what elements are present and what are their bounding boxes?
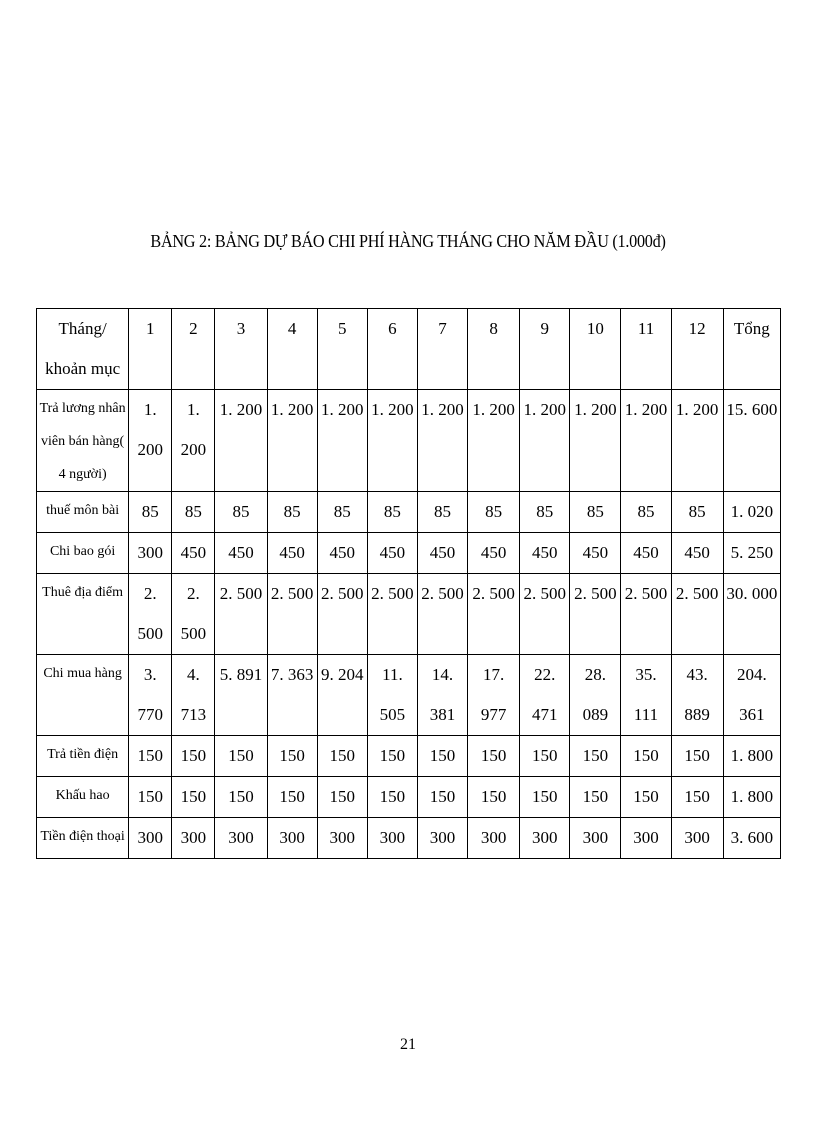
value-cell-month-12: 85 <box>671 492 723 533</box>
cost-forecast-table <box>36 308 781 859</box>
value-cell-month-3: 5. 891 <box>215 655 267 736</box>
value-cell-month-12: 150 <box>671 777 723 818</box>
value-cell-month-8: 150 <box>468 777 520 818</box>
row-label: Thuê địa điểm <box>37 574 129 655</box>
value-cell-month-7: 2. 500 <box>417 574 467 655</box>
header-cell-month-7: 7 <box>417 309 467 390</box>
value-cell-month-6: 1. 200 <box>367 390 417 492</box>
value-cell-month-4: 7. 363 <box>267 655 317 736</box>
value-cell-month-10: 1. 200 <box>570 390 621 492</box>
page-number: 21 <box>400 1036 416 1053</box>
value-cell-month-2: 4. 713 <box>172 655 215 736</box>
value-cell-month-2: 300 <box>172 818 215 859</box>
value-cell-month-2: 150 <box>172 777 215 818</box>
table-title: BẢNG 2: BẢNG DỰ BÁO CHI PHÍ HÀNG THÁNG CHO NĂM ĐẦU (1.000đ) <box>150 231 666 251</box>
table-row <box>37 574 781 655</box>
value-cell-month-1: 150 <box>129 736 172 777</box>
value-cell-month-7: 150 <box>417 736 467 777</box>
total-cell: 15. 600 <box>723 390 780 492</box>
header-cell-month-2: 2 <box>172 309 215 390</box>
value-cell-month-9: 1. 200 <box>520 390 570 492</box>
value-cell-month-11: 150 <box>621 777 671 818</box>
value-cell-month-9: 150 <box>520 736 570 777</box>
value-cell-month-8: 2. 500 <box>468 574 520 655</box>
value-cell-month-10: 300 <box>570 818 621 859</box>
total-cell: 1. 800 <box>723 736 780 777</box>
table-row <box>37 818 781 859</box>
value-cell-month-2: 150 <box>172 736 215 777</box>
table-row <box>37 736 781 777</box>
value-cell-month-5: 2. 500 <box>317 574 367 655</box>
value-cell-month-10: 150 <box>570 777 621 818</box>
header-cell-total: Tổng <box>723 309 780 390</box>
total-cell: 3. 600 <box>723 818 780 859</box>
header-cell-month-12: 12 <box>671 309 723 390</box>
header-cell-month-6: 6 <box>367 309 417 390</box>
value-cell-month-6: 85 <box>367 492 417 533</box>
value-cell-month-6: 450 <box>367 533 417 574</box>
total-cell: 30. 000 <box>723 574 780 655</box>
value-cell-month-5: 9. 204 <box>317 655 367 736</box>
value-cell-month-11: 2. 500 <box>621 574 671 655</box>
value-cell-month-2: 2. 500 <box>172 574 215 655</box>
value-cell-month-10: 28. 089 <box>570 655 621 736</box>
table-row <box>37 390 781 492</box>
table-row <box>37 655 781 736</box>
value-cell-month-12: 43. 889 <box>671 655 723 736</box>
table-row <box>37 492 781 533</box>
total-cell: 5. 250 <box>723 533 780 574</box>
total-cell: 1. 800 <box>723 777 780 818</box>
value-cell-month-8: 150 <box>468 736 520 777</box>
value-cell-month-7: 300 <box>417 818 467 859</box>
value-cell-month-1: 300 <box>129 533 172 574</box>
value-cell-month-10: 450 <box>570 533 621 574</box>
value-cell-month-11: 450 <box>621 533 671 574</box>
table-row <box>37 777 781 818</box>
value-cell-month-8: 450 <box>468 533 520 574</box>
value-cell-month-7: 14. 381 <box>417 655 467 736</box>
value-cell-month-6: 11. 505 <box>367 655 417 736</box>
value-cell-month-3: 2. 500 <box>215 574 267 655</box>
header-cell-month-5: 5 <box>317 309 367 390</box>
row-label: Trả tiền điện <box>37 736 129 777</box>
value-cell-month-5: 450 <box>317 533 367 574</box>
value-cell-month-7: 450 <box>417 533 467 574</box>
value-cell-month-11: 1. 200 <box>621 390 671 492</box>
value-cell-month-5: 85 <box>317 492 367 533</box>
row-label: Chi bao gói <box>37 533 129 574</box>
value-cell-month-7: 85 <box>417 492 467 533</box>
value-cell-month-12: 300 <box>671 818 723 859</box>
value-cell-month-1: 300 <box>129 818 172 859</box>
value-cell-month-5: 150 <box>317 777 367 818</box>
value-cell-month-10: 85 <box>570 492 621 533</box>
value-cell-month-10: 2. 500 <box>570 574 621 655</box>
value-cell-month-7: 150 <box>417 777 467 818</box>
value-cell-month-1: 1. 200 <box>129 390 172 492</box>
value-cell-month-8: 85 <box>468 492 520 533</box>
value-cell-month-3: 150 <box>215 736 267 777</box>
value-cell-month-1: 2. 500 <box>129 574 172 655</box>
header-cell-month-9: 9 <box>520 309 570 390</box>
value-cell-month-8: 1. 200 <box>468 390 520 492</box>
value-cell-month-9: 450 <box>520 533 570 574</box>
header-cell-month-8: 8 <box>468 309 520 390</box>
value-cell-month-1: 3. 770 <box>129 655 172 736</box>
value-cell-month-4: 1. 200 <box>267 390 317 492</box>
header-cell-month-11: 11 <box>621 309 671 390</box>
table-row <box>37 533 781 574</box>
value-cell-month-4: 300 <box>267 818 317 859</box>
value-cell-month-6: 150 <box>367 736 417 777</box>
value-cell-month-8: 17. 977 <box>468 655 520 736</box>
value-cell-month-3: 150 <box>215 777 267 818</box>
value-cell-month-6: 300 <box>367 818 417 859</box>
value-cell-month-3: 450 <box>215 533 267 574</box>
value-cell-month-12: 2. 500 <box>671 574 723 655</box>
value-cell-month-9: 150 <box>520 777 570 818</box>
header-row <box>37 309 781 390</box>
value-cell-month-12: 450 <box>671 533 723 574</box>
value-cell-month-4: 450 <box>267 533 317 574</box>
value-cell-month-6: 2. 500 <box>367 574 417 655</box>
row-label: thuế môn bài <box>37 492 129 533</box>
header-cell-category: Tháng/ khoản mục <box>37 309 129 390</box>
value-cell-month-5: 300 <box>317 818 367 859</box>
value-cell-month-11: 85 <box>621 492 671 533</box>
value-cell-month-2: 85 <box>172 492 215 533</box>
value-cell-month-4: 150 <box>267 736 317 777</box>
value-cell-month-3: 1. 200 <box>215 390 267 492</box>
value-cell-month-12: 1. 200 <box>671 390 723 492</box>
value-cell-month-4: 2. 500 <box>267 574 317 655</box>
value-cell-month-11: 300 <box>621 818 671 859</box>
value-cell-month-1: 150 <box>129 777 172 818</box>
row-label: Tiền điện thoại <box>37 818 129 859</box>
value-cell-month-11: 35. 111 <box>621 655 671 736</box>
value-cell-month-11: 150 <box>621 736 671 777</box>
value-cell-month-3: 85 <box>215 492 267 533</box>
value-cell-month-9: 2. 500 <box>520 574 570 655</box>
value-cell-month-5: 1. 200 <box>317 390 367 492</box>
row-label: Chi mua hàng <box>37 655 129 736</box>
value-cell-month-7: 1. 200 <box>417 390 467 492</box>
value-cell-month-8: 300 <box>468 818 520 859</box>
value-cell-month-9: 22. 471 <box>520 655 570 736</box>
header-cell-month-10: 10 <box>570 309 621 390</box>
header-cell-month-4: 4 <box>267 309 317 390</box>
row-label: Khấu hao <box>37 777 129 818</box>
value-cell-month-10: 150 <box>570 736 621 777</box>
header-cell-month-1: 1 <box>129 309 172 390</box>
value-cell-month-12: 150 <box>671 736 723 777</box>
value-cell-month-3: 300 <box>215 818 267 859</box>
total-cell: 204. 361 <box>723 655 780 736</box>
value-cell-month-9: 85 <box>520 492 570 533</box>
value-cell-month-4: 150 <box>267 777 317 818</box>
value-cell-month-2: 450 <box>172 533 215 574</box>
value-cell-month-1: 85 <box>129 492 172 533</box>
value-cell-month-4: 85 <box>267 492 317 533</box>
value-cell-month-9: 300 <box>520 818 570 859</box>
row-label: Trả lương nhân viên bán hàng( 4 người) <box>37 390 129 492</box>
total-cell: 1. 020 <box>723 492 780 533</box>
value-cell-month-5: 150 <box>317 736 367 777</box>
value-cell-month-2: 1. 200 <box>172 390 215 492</box>
value-cell-month-6: 150 <box>367 777 417 818</box>
header-cell-month-3: 3 <box>215 309 267 390</box>
